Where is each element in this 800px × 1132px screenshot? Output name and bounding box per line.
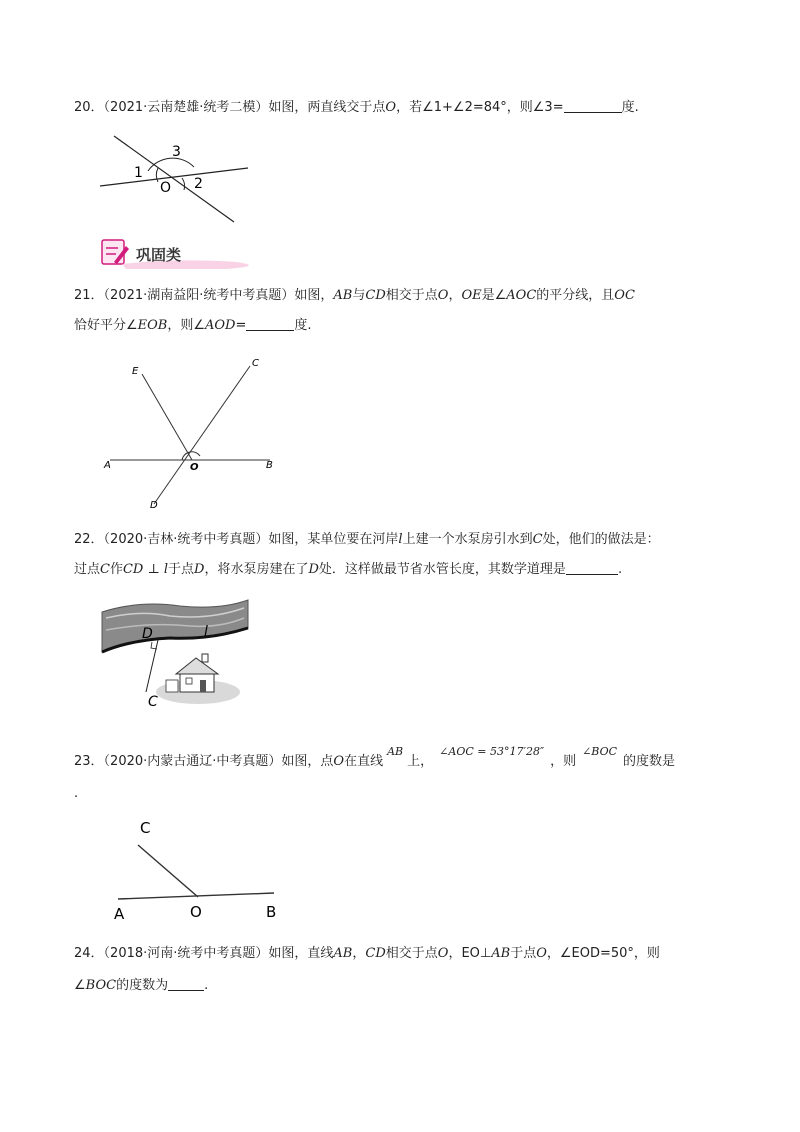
q21-label-e: E [132, 366, 139, 377]
q24-text-4: ，EO⊥ [448, 946, 492, 961]
q22-var-c-2: C [100, 562, 110, 577]
q23-trailing-dot: . [74, 786, 79, 801]
q20-label-o: O [160, 180, 172, 196]
q21-text-9: = [235, 318, 247, 333]
q24-text-line1 [74, 944, 660, 964]
q20-text [74, 98, 639, 118]
q24-text-7: ∠ [74, 978, 86, 993]
q20-number: 20． [74, 100, 104, 115]
q23-text-3: 上， [407, 754, 434, 769]
q20-angle-3-arc [148, 158, 194, 171]
q22-label-l: l [204, 624, 208, 640]
q21-var-oe: OE [461, 288, 482, 303]
q22-text-7: ，将水泵房建在了 [204, 562, 309, 577]
q24-var-boc: BOC [85, 978, 117, 993]
q22-text-3: 处，他们的做法是： [542, 532, 660, 547]
q22-text-5: 作 [109, 562, 123, 577]
q24-var-ab-2: AB [491, 946, 511, 961]
q23-var-o: O [333, 754, 345, 769]
q24-text-5: 于点 [510, 946, 537, 961]
q21-var-aod: AOD [205, 318, 236, 333]
q21-var-ab: AB [333, 288, 353, 303]
q20-label-2: 2 [194, 176, 203, 192]
q22-text-4: 过点 [74, 562, 101, 577]
q21-text-2: 与 [352, 288, 366, 303]
q21-label-d: D [150, 500, 158, 511]
q22-text-line1 [74, 530, 660, 550]
q22-var-d: D [194, 562, 205, 577]
q21-text-10: 度. [294, 318, 312, 333]
q23-figure [110, 815, 310, 925]
q22-text-9: . [617, 562, 623, 577]
q22-text-8: 处．这样做最节省水管长度，其数学道理是 [318, 562, 566, 577]
section-header [96, 236, 236, 270]
q23-number: 23． [74, 754, 104, 769]
q20-text-2: ，若∠1+∠2=84°，则∠3= [396, 100, 564, 115]
q24-var-cd: CD [365, 946, 386, 961]
q22-var-cd-perp-l: CD ⊥ l [122, 562, 169, 577]
q21-answer-blank[interactable] [246, 316, 294, 331]
q21-text-8: ，则∠ [167, 318, 206, 333]
q20-angle-2-arc [182, 178, 185, 190]
q21-var-aoc: AOC [506, 288, 537, 303]
q22-text-line2 [74, 560, 622, 580]
q22-var-l: l [398, 532, 403, 547]
q21-var-eob: EOB [137, 318, 168, 333]
q23-equation: ∠AOC = 53°17′28″ [439, 745, 545, 758]
q20-label-1: 1 [134, 165, 143, 181]
q21-line-cd [154, 366, 250, 504]
q22-var-c: C [532, 532, 543, 547]
section-title: 巩固类 [136, 246, 182, 264]
q21-text-4: ， [448, 288, 462, 303]
q24-var-ab: AB [333, 946, 353, 961]
q23-text-2: 在直线 [344, 754, 384, 769]
q22-source: （2020·吉林·统考中考真题） [103, 532, 269, 547]
q22-label-d: D [142, 626, 153, 642]
q21-text-6: 的平分线，且 [536, 288, 615, 303]
q20-text-3: 度. [621, 100, 639, 115]
pencil-note-icon [102, 240, 124, 264]
q20-answer-blank[interactable] [564, 98, 622, 113]
q23-var-ab: AB [387, 745, 404, 758]
q23-ray-oc [138, 845, 198, 897]
q20-source: （2021·云南楚雄·统考二模） [103, 100, 269, 115]
q24-text-2: ， [352, 946, 366, 961]
q21-label-a: A [104, 460, 111, 471]
q22-text-6: 于点 [168, 562, 195, 577]
q23-source: （2020·内蒙古通辽·中考真题） [103, 754, 282, 769]
section-banner-graphic [96, 236, 296, 270]
q23-label-c: C [140, 819, 151, 837]
q22-text-2: 上建一个水泵房引水到 [402, 532, 533, 547]
q24-number: 24． [74, 946, 104, 961]
q21-text-line1 [74, 286, 635, 306]
q21-var-oc: OC [614, 288, 635, 303]
q21-text-1: 如图， [294, 288, 334, 303]
q20-line-horizontal [100, 168, 248, 186]
q23-text-4: ，则 [550, 754, 577, 769]
q22-figure [100, 596, 250, 712]
q21-var-o: O [437, 288, 449, 303]
q20-var-o: O [385, 100, 397, 115]
q21-text-3: 相交于点 [385, 288, 438, 303]
q20-label-3: 3 [172, 144, 181, 160]
q21-ray-oe [142, 374, 192, 460]
q24-text-3: 相交于点 [385, 946, 438, 961]
q21-number: 21． [74, 288, 104, 303]
q21-text-5: 是∠ [481, 288, 507, 303]
q24-var-o-2: O [536, 946, 547, 961]
q24-text-6: ，∠EOD=50°，则 [546, 946, 660, 961]
q22-answer-blank[interactable] [566, 560, 618, 575]
q21-text-7: 恰好平分∠ [74, 318, 138, 333]
q20-text-1: 如图，两直线交于点 [268, 100, 386, 115]
q22-number: 22． [74, 532, 104, 547]
q21-label-b: B [266, 460, 273, 471]
q24-text-8: 的度数为 [116, 978, 169, 993]
q23-label-b: B [266, 903, 277, 921]
q22-var-d-2: D [308, 562, 319, 577]
q24-answer-blank[interactable] [168, 976, 204, 991]
q23-var-boc: ∠BOC [582, 745, 618, 758]
q24-source: （2018·河南·统考中考真题） [103, 946, 269, 961]
q21-var-cd: CD [365, 288, 386, 303]
q22-house-image [166, 654, 218, 692]
q23-label-a: A [114, 905, 125, 923]
q24-text-9: . [204, 978, 209, 993]
q24-var-o: O [437, 946, 449, 961]
q21-text-line2 [74, 316, 312, 336]
q21-label-c: C [252, 358, 259, 369]
q21-source: （2021·湖南益阳·统考中考真题） [103, 288, 295, 303]
q20-angle-1-arc [156, 168, 158, 182]
q21-figure [100, 352, 300, 512]
q23-text-5: 的度数是 [623, 754, 676, 769]
q24-text-line2 [74, 976, 208, 996]
q21-label-o: O [190, 462, 199, 473]
q20-figure [96, 128, 256, 228]
q24-text-1: 如图，直线 [268, 946, 334, 961]
q23-label-o: O [190, 903, 202, 921]
q23-text-1: 如图，点 [281, 754, 334, 769]
q22-label-c: C [148, 694, 158, 710]
q22-text-1: 如图，某单位要在河岸 [268, 532, 399, 547]
